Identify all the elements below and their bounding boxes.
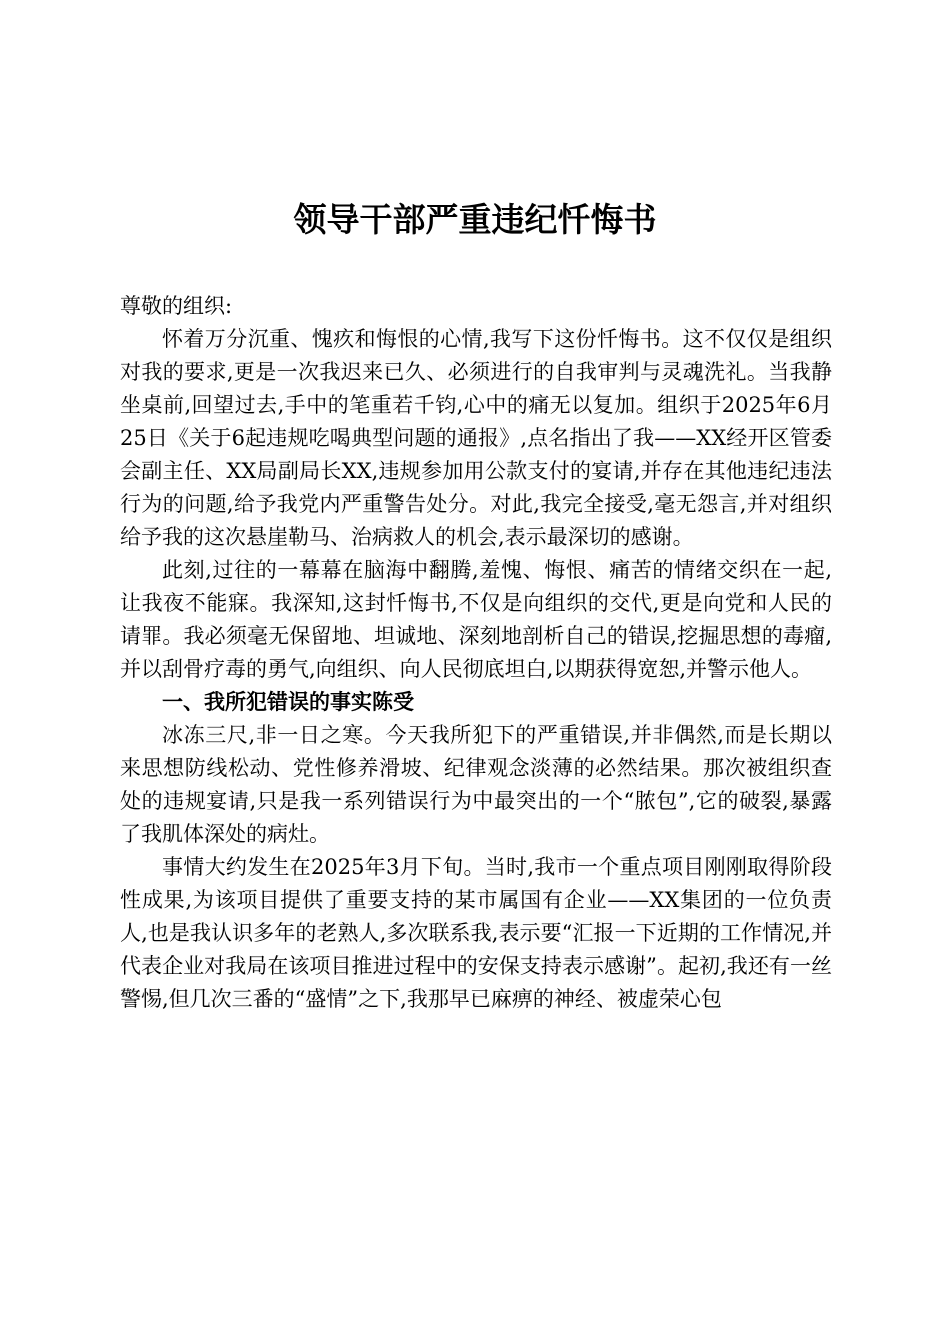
section-heading: 一、我所犯错误的事实陈受: [162, 690, 414, 714]
document-body: [120, 290, 832, 1016]
salutation: 尊敬的组织:: [120, 294, 233, 318]
paragraph: 事情大约发生在2025年3月下旬。当时,我市一个重点项目刚刚取得阶段性成果,为该项目提供了重要支持的某市属国有企业——XX集团的一位负责人,也是我认识多年的老熟人,多次联系我,表示要“汇报一下近期的工作情况,并代表企业对我局在该项目推进过程中的安保支持表示感谢”。起初,我还有一丝警惕,但几次三番的“盛情”之下,我那早已麻痹的神经、被虚荣心包: [120, 855, 832, 1011]
document-title: 领导干部严重违纪忏悔书: [293, 200, 657, 239]
paragraph: 冰冻三尺,非一日之寒。今天我所犯下的严重错误,并非偶然,而是长期以来思想防线松动、党性修养滑坡、纪律观念淡薄的必然结果。那次被组织查处的违规宴请,只是我一系列错误行为中最突出的一个“脓包”,它的破裂,暴露了我肌体深处的病灶。: [120, 723, 832, 846]
paragraph: 怀着万分沉重、愧疚和悔恨的心情,我写下这份忏悔书。这不仅仅是组织对我的要求,更是一次我迟来已久、必须进行的自我审判与灵魂洗礼。当我静坐桌前,回望过去,手中的笔重若千钧,心中的痛无以复加。组织于2025年6月25日《关于6起违规吃喝典型问题的通报》,点名指出了我——XX经开区管委会副主任、XX局副局长XX,违规参加用公款支付的宴请,并存在其他违纪违法行为的问题,给予我党内严重警告处分。对此,我完全接受,毫无怨言,并对组织给予我的这次悬崖勒马、治病救人的机会,表示最深切的感谢。: [120, 327, 832, 549]
paragraph: 此刻,过往的一幕幕在脑海中翻腾,羞愧、悔恨、痛苦的情绪交织在一起,让我夜不能寐。我深知,这封忏悔书,不仅是向组织的交代,更是向党和人民的请罪。我必须毫无保留地、坦诚地、深刻地剖析自己的错误,挖掘思想的毒瘤,并以刮骨疗毒的勇气,向组织、向人民彻底坦白,以期获得宽恕,并警示他人。: [120, 558, 832, 681]
